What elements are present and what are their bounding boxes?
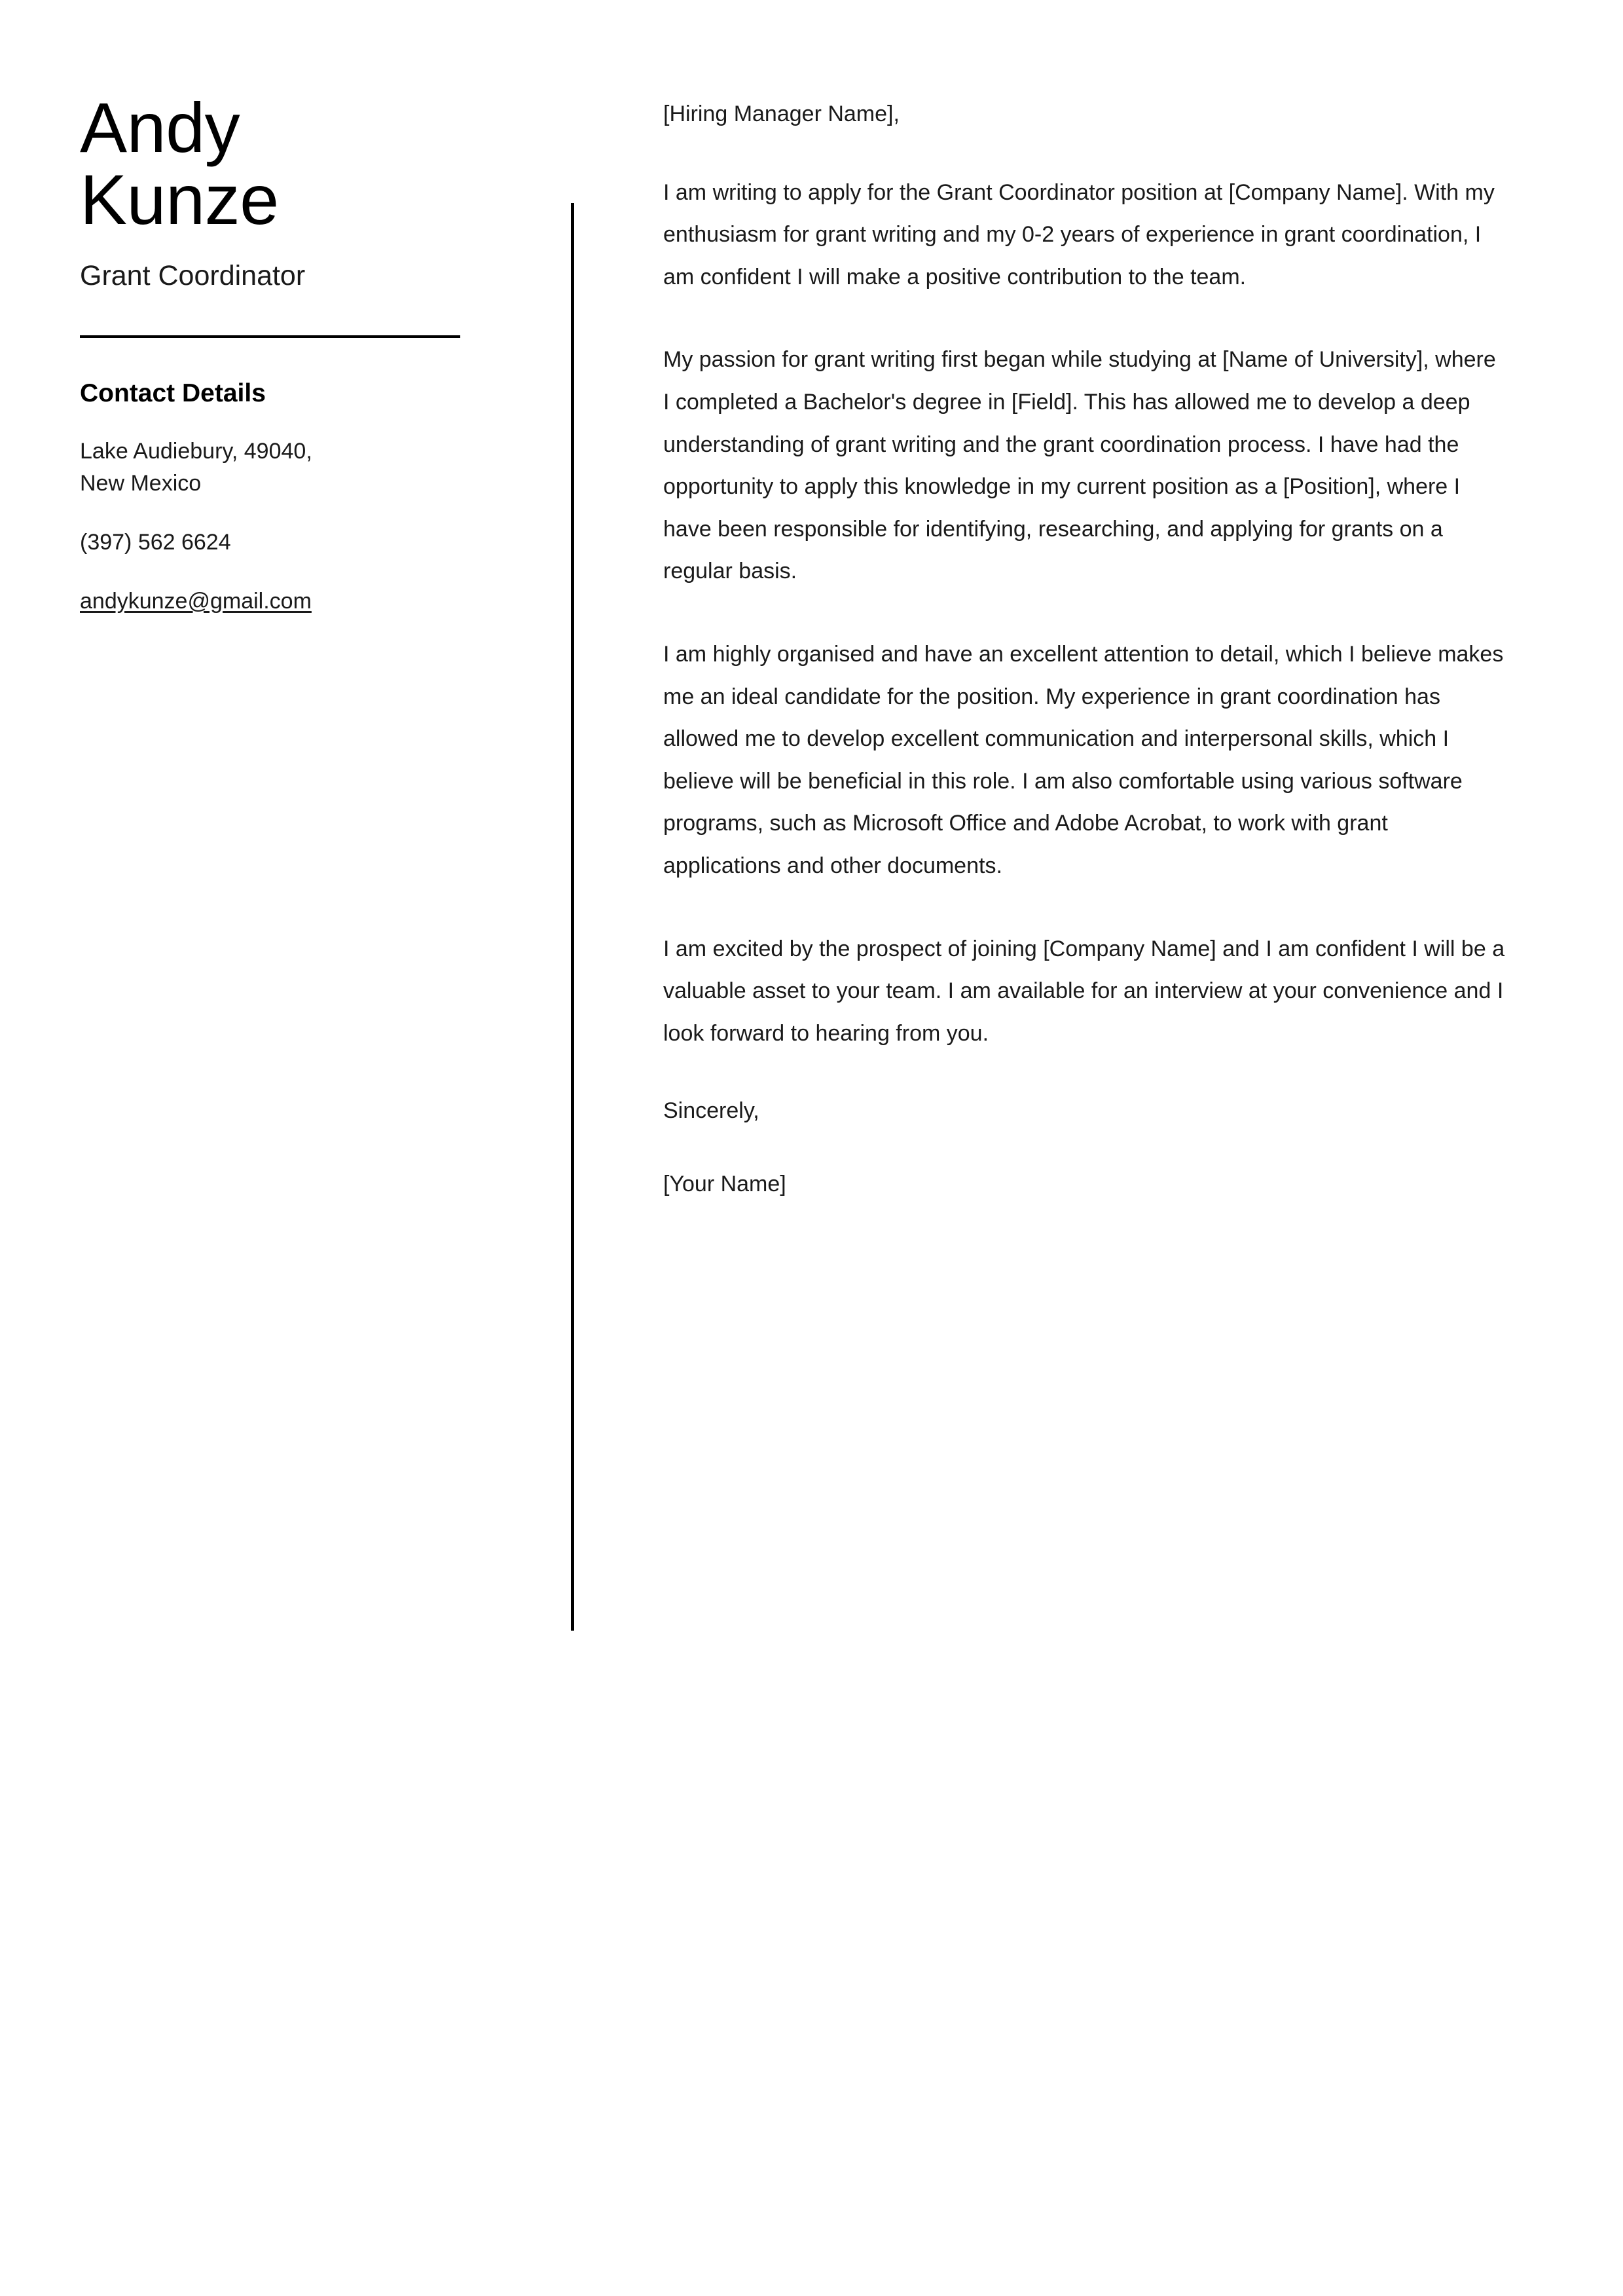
contact-address: Lake Audiebury, 49040, New Mexico (80, 438, 312, 496)
sidebar-divider-rule (80, 335, 460, 338)
letter-paragraph-3: I am highly organised and have an excellent attention to detail, which I believe makes me an ideal candidate for the position. My experience in grant coordination has allowed me to develop excellent communication and interpersonal skills, which I believe will be beneficial in this role. I am also comfortable using various software programs, such as Microsoft Office and Adobe Acrobat, to work with grant applications and other documents. (663, 641, 1504, 878)
letter-closing: Sincerely, (663, 1098, 759, 1124)
sidebar (80, 88, 473, 618)
applicant-first-name: Andy (80, 88, 240, 167)
contact-details-list (80, 435, 473, 618)
contact-email-item (80, 585, 473, 618)
letter-paragraph-1: I am writing to apply for the Grant Coordinator position at [Company Name]. With my enthusiasm for grant writing and my 0-2 years of experience in grant coordination, I am confident I will make a positive contribution to the team. (663, 179, 1495, 289)
applicant-job-title: Grant Coordinator (80, 260, 306, 292)
letter-salutation: [Hiring Manager Name], (663, 102, 900, 126)
letter-paragraph-2: My passion for grant writing first began while studying at [Name of University], where I completed a Bachelor's degree in [Field]. This has allowed me to develop a deep understanding of grant writing and the grant coordination process. I have had the opportunity to apply this knowledge in my current position as a [Position], where I have been responsible for identifying, researching, and applying for grants on a regular basis. (663, 347, 1496, 584)
contact-details-heading: Contact Details (80, 379, 266, 407)
contact-phone: (397) 562 6624 (80, 529, 231, 555)
letter-signature-name: [Your Name] (663, 1171, 786, 1196)
contact-email-link[interactable]: andykunze@gmail.com (80, 588, 312, 614)
letter-body (663, 98, 1508, 1201)
letter-paragraph-4: I am excited by the prospect of joining [Company Name] and I am confident I will be a valuable asset to your team. I am available for an interview at your convenience and I look forward to hearing from you. (663, 936, 1505, 1046)
applicant-last-name: Kunze (80, 160, 279, 240)
vertical-divider-rule (571, 203, 574, 1631)
applicant-name (80, 88, 473, 240)
